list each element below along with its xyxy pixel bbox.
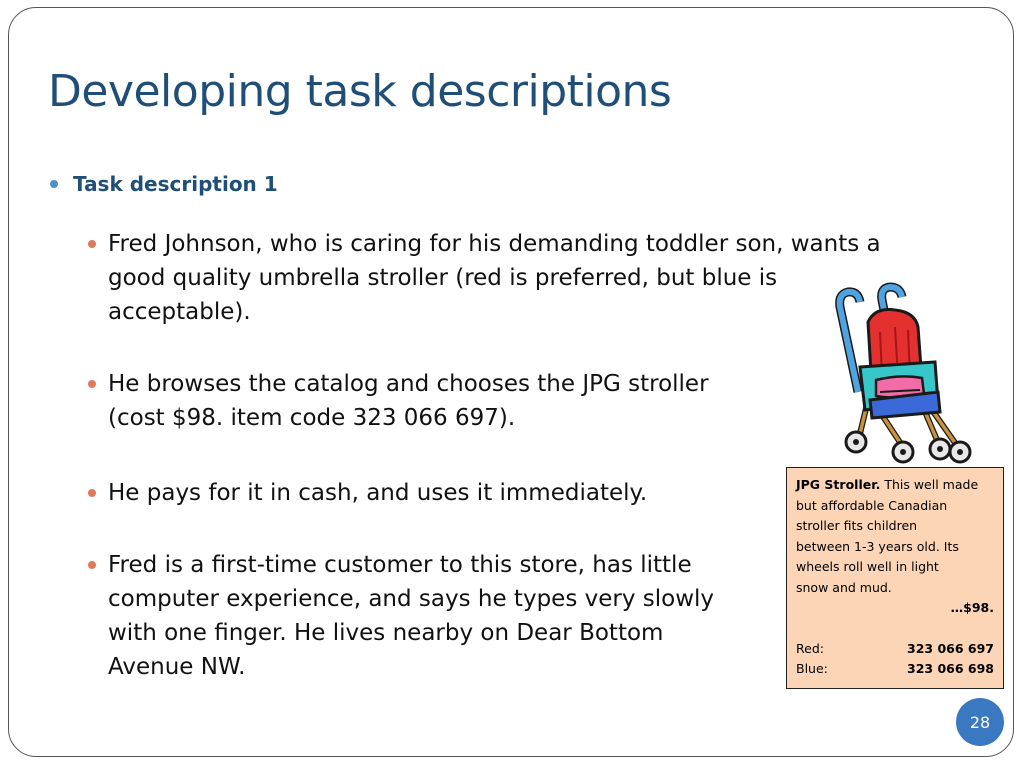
bullet-item — [88, 548, 778, 684]
bullet-line: (cost $98. item code 323 066 697). — [108, 405, 516, 431]
product-desc-first-line — [796, 475, 994, 496]
bullet-line: acceptable). — [108, 299, 251, 325]
page-number-badge — [956, 698, 1004, 746]
product-desc-line: snow and mud. — [796, 579, 892, 595]
color-label: Red: — [796, 640, 824, 656]
product-desc-line: between 1-3 years old. Its — [796, 538, 959, 554]
spacer — [796, 619, 994, 639]
bullet-line: computer experience, and says he types very slowly — [108, 586, 715, 612]
product-name: JPG Stroller. — [796, 477, 881, 492]
bullet-line: He pays for it in cash, and uses it immediately. — [108, 480, 648, 506]
bullet-line: Fred is a first-time customer to this store, has little — [108, 552, 692, 578]
product-price: …$98. — [950, 600, 994, 615]
item-code: 323 066 698 — [907, 661, 994, 676]
bullet-icon — [88, 561, 96, 569]
bullet-item — [88, 476, 778, 510]
bullet-line: with one finger. He lives nearby on Dear Bottom — [108, 620, 664, 646]
page-number: 28 — [969, 712, 991, 732]
bullet-line: He browses the catalog and chooses the JPG stroller — [108, 371, 709, 397]
bullet-line: good quality umbrella stroller (red is preferred, but blue is — [108, 265, 778, 291]
product-desc: This well made — [880, 477, 979, 492]
level1-text: Task description 1 — [73, 172, 278, 196]
color-label: Blue: — [796, 661, 828, 676]
product-desc-line: stroller fits children — [796, 518, 918, 533]
bullet-item — [88, 367, 778, 435]
bullet-line: Avenue NW. — [108, 654, 246, 680]
bullet-icon — [50, 180, 58, 188]
level1-bullet — [50, 172, 278, 196]
product-desc-line: but affordable Canadian — [796, 497, 948, 513]
product-desc-line: wheels roll well in light — [796, 559, 939, 574]
color-code-row — [796, 659, 994, 680]
stroller-illustration — [810, 282, 980, 472]
color-code-row — [796, 639, 994, 660]
item-code: 323 066 697 — [907, 640, 994, 656]
bullet-icon — [88, 489, 96, 497]
bullet-icon — [88, 240, 96, 248]
bullet-line: Fred Johnson, who is caring for his demanding toddler son, wants a — [108, 231, 881, 257]
slide-title: Developing task descriptions — [48, 66, 672, 117]
bullet-icon — [88, 380, 96, 388]
product-info-box — [786, 467, 1004, 689]
